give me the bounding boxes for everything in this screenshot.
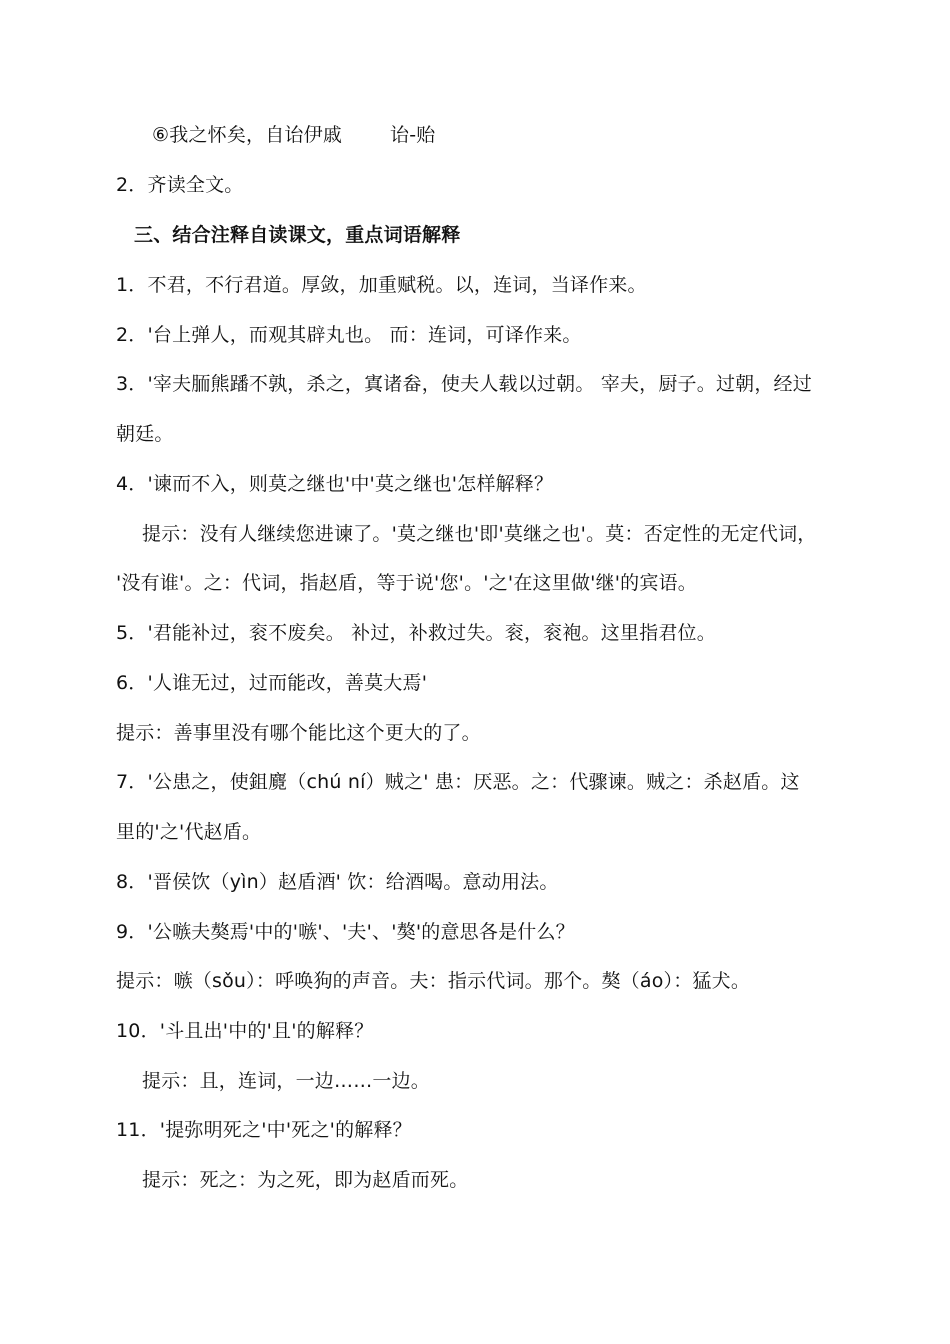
paragraph-line: 2．齐读全文。 [116,174,244,196]
paragraph-line: 10．'斗且出'中的'且'的解释？ [116,1020,374,1042]
quote-note: 诒-贻 [390,124,436,146]
quote-text: ⑥我之怀矣，自诒伊戚 [152,124,343,146]
hint-line: 提示：死之：为之死，即为赵盾而死。 [142,1169,469,1191]
paragraph-line: 9．'公嗾夫獒焉'中的'嗾'、'夫'、'獒'的意思各是什么？ [116,921,575,943]
paragraph-line: 4．'谏而不入，则莫之继也'中'莫之继也'怎样解释？ [116,473,554,495]
paragraph-line: 3．'宰夫胹熊蹯不孰，杀之，寘诸畚，使夫人载以过朝。 宰夫，厨子。过朝，经过 [116,373,812,395]
paragraph-line: 6．'人谁无过，过而能改，善莫大焉' [116,672,428,694]
hint-line: 提示：嗾（sǒu）：呼唤狗的声音。夫：指示代词。那个。獒（áo）：猛犬。 [116,970,751,992]
paragraph-line: 里的'之'代赵盾。 [116,821,262,843]
paragraph-line: 朝廷。 [116,423,174,445]
paragraph-line: 5．'君能补过，衮不废矣。 补过，补救过失。衮，衮袍。这里指君位。 [116,622,716,644]
quote-line [152,119,830,151]
hint-line: 提示：且，连词，一边……一边。 [142,1070,431,1092]
hint-line: 提示：善事里没有哪个能比这个更大的了。 [116,722,481,744]
section-heading: 三、结合注释自读课文，重点词语解释 [134,224,461,246]
paragraph-line: '没有谁'。之：代词，指赵盾，等于说'您'。'之'在这里做'继'的宾语。 [116,572,697,594]
paragraph-line: 11．'提弥明死之'中'死之'的解释？ [116,1119,412,1141]
paragraph-line: 1．不君，不行君道。厚敛，加重赋税。以，连词，当译作来。 [116,274,647,296]
paragraph-line: 8．'晋侯饮（yìn）赵盾酒' 饮：给酒喝。意动用法。 [116,871,559,893]
hint-line: 提示：没有人继续您进谏了。'莫之继也'即'莫继之也'。莫：否定性的无定代词， [142,523,817,545]
paragraph-line: 2．'台上弹人，而观其辟丸也。 而：连词，可译作来。 [116,324,582,346]
paragraph-line: 7．'公患之，使鉏麑（chú ní）贼之' 患：厌恶。之：代骤谏。贼之：杀赵盾。这 [116,771,800,793]
